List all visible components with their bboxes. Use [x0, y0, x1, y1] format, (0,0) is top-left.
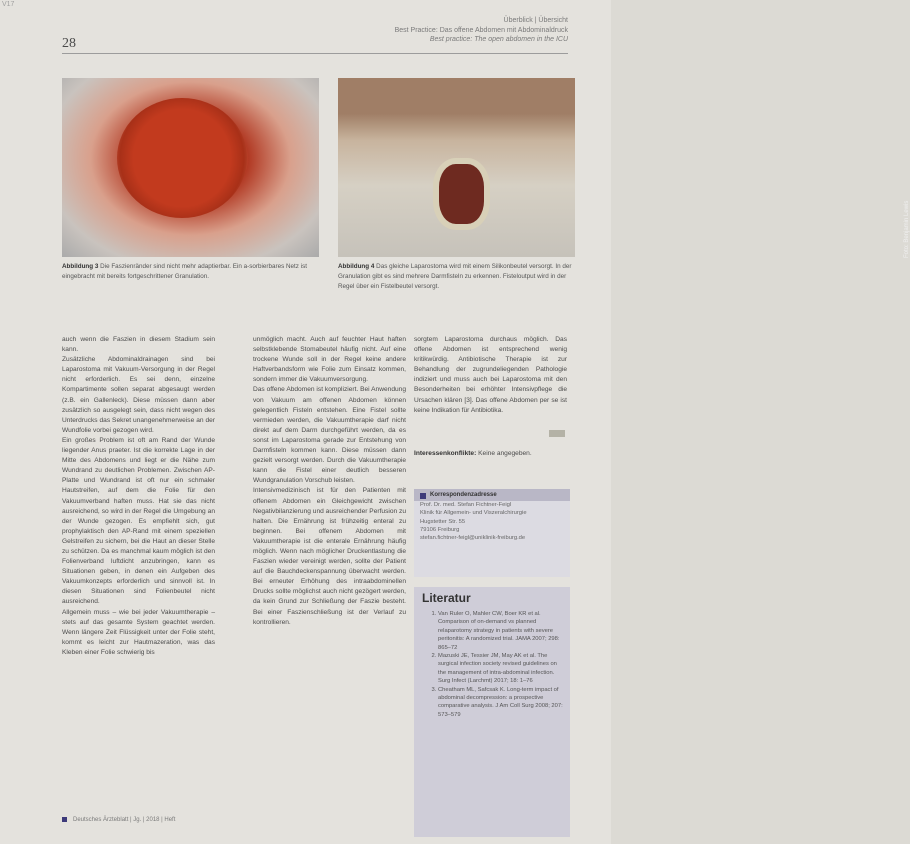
conflict-text: Keine angegeben. — [478, 450, 532, 457]
correspondence-line: Prof. Dr. med. Stefan Fichtner-Feigl — [420, 502, 512, 508]
corner-mark: V17 — [2, 1, 15, 8]
paragraph: Ein großes Problem ist oft am Rand der Wunde liegender Anus praeter. Ist die korrekte Lage in der Mitte des Abdomens und liegt er die Nähe zum Wundrand zu deutlichen Problemen. Zwischen AP-Platte und Wundrand ist oft nur ein schmaler Hautstreifen, auf dem die Folie für den Vakuumverband haften muss. Hat sie das nicht ausreichend, so wird in der Regel die Umgebung an der Wunde gezogen. Es empfiehlt sich, gut prophylaktisch den AP-Rand mit einem speziellen Gelstreifen zu sichern, bei die Haut an dieser Stelle zu schützen. Da es manchmal kaum möglich ist den Folienverband luftdicht anzubringen, kann es Situationen geben, in denen ein Aufgeben des Vakuumkonzepts erforderlich und sinnvoll ist. In diesen Situationen sind Folienbeutel nicht ausreichend. — [62, 436, 215, 606]
literature-box — [414, 587, 570, 837]
paragraph: Das offene Abdomen ist kompliziert. Bei Anwendung von Vakuum am offenen Abdomen können gelegentlich Fisteln entstehen. Eine Fistel sollte vermieden werden, die Vakuumtherapie darf nicht direkt auf dem Darm durchgeführt werden, da es sonst im Laparostoma gerade zur Entstehung von Darmfisteln kommen kann. Diese müssen dann gezielt versorgt werden. Durch die Vakuumtherapie kann die Fistel einer deutlich besseren Wundgranulation Vorschub leisten. — [253, 386, 406, 485]
body-column-2 — [253, 335, 406, 628]
paragraph: Zusätzliche Abdominaldrainagen sind bei Laparostoma mit Vakuum-Versorgung in der Regel nicht erforderlich. Es sei denn, einzelne Kompartimente sollen separat abgesaugt werden (z.B. ein Gallenleck). Diese müssen dann aber zusätzlich so ausgelegt sein, dass nicht wegen des Unterdrucks das Sekret unangenehmerweise an der Wundfolie vorbei gezogen wird. — [62, 356, 215, 434]
reference-item: 2. Mazuski JE, Tessier JM, May AK et al. The surgical infection society revised guidelines on the management of intra-abdominal infection. Surg Infect (Larchmt) 2017; 18: 1–76 — [438, 652, 564, 686]
correspondence-title: Korrespondenzadresse — [414, 489, 570, 501]
page-footer — [62, 817, 175, 823]
running-head-line-1: Überblick | Übersicht — [503, 17, 568, 24]
end-of-article-mark — [549, 430, 565, 437]
wound-photo-figure-3 — [62, 78, 319, 257]
granulated-wound-area — [117, 98, 247, 218]
page-number: 28 — [62, 36, 76, 51]
paragraph: sorgtem Laparostoma durchaus möglich. Das offene Abdomen ist entsprechend wenig kritikwürdig. Antibiotische Therapie ist zur Behandlung der zugrundeliegenden Pathologie indiziert und muss auch bei Laparostoma mit den Besonderheiten bei erhöhter Intensivpflege die Ursachen klären [3]. Das offene Abdomen per se ist keine Indikation für Antibiotika. — [414, 336, 567, 414]
running-head-line-2: Best Practice: Das offene Abdomen mit Abdominaldruck — [394, 26, 568, 34]
paragraph: Intensivmedizinisch ist für den Patienten mit offenem Abdomen ein Gleichgewicht zwischen Negativbilanzierung und ausreichender Perfusion zu halten. Die Ernährung ist frühzeitig enteral zu beginnen. Bei offenem Abdomen mit Vakuumtherapie ist die enterale Ernährung häufig möglich. Wenn nach möglicher Druckentlastung die Faszien wieder vereinigt werden, sollte der Patient auf die Bauchdeckenspannung überwacht werden. Bei erneuter Erhöhung des intraabdominellen Drucks sollte möglichst auch nicht gezögert werden, da kein Grund zur Schließung der Faszie besteht. Bei einer Faszienschließung ist der Verlauf zu kontrollieren. — [253, 487, 406, 626]
figure-4-caption — [338, 262, 576, 292]
silicone-bag-stoma — [433, 158, 490, 230]
photo-credit: Foto: Benjamin Lewis — [904, 200, 910, 258]
figure-3-text: Die Faszienränder sind nicht mehr adaptierbar. Ein a-sorbierbares Netz ist eingebracht mit bereits fortgeschrittener Granulation. — [62, 263, 307, 280]
literature-title: Literatur — [422, 591, 471, 605]
correspondence-line: Klinik für Allgemein- und Viszeralchirurgie — [420, 510, 527, 517]
correspondence-box — [414, 489, 570, 577]
paragraph: auch wenn die Faszien in diesem Stadium sein kann. — [62, 336, 215, 354]
figure-3-label: Abbildung 3 — [62, 263, 99, 270]
reference-list — [414, 610, 570, 719]
figure-4-label: Abbildung 4 — [338, 263, 375, 270]
reference-item: 3. Cheatham ML, Safcsak K. Long-term impact of abdominal decompression: a prospective comparative analysis. J Am Coll Surg 2008; 207: 573–579 — [438, 686, 564, 720]
body-column-1 — [62, 335, 215, 658]
figure-3-caption — [62, 262, 320, 282]
footer-text: Deutsches Ärzteblatt | Jg. | 2018 | Heft — [73, 817, 176, 824]
conflict-title: Interessenkonflikte: — [414, 450, 477, 457]
figure-4-text: Das gleiche Laparostoma wird mit einem Silikonbeutel versorgt. In der Granulation gibt es sind mehrere Darmfisteln zu erkennen. Fisteloutput wird in der Regel über ein Fistelbeutel versorgt. — [338, 263, 572, 290]
body-column-3 — [414, 335, 567, 416]
paragraph: unmöglich macht. Auch auf feuchter Haut haften selbstklebende Stomabeutel häufig nicht. Auf eine trockene Wunde soll in der Regel keine andere Haftverbandsform wie Folie zum Einsatz kommen, sondern immer die Vakuumversorgung. — [253, 336, 406, 384]
footer-square-icon — [62, 817, 67, 822]
laparostoma-photo-figure-4 — [338, 78, 910, 258]
reference-item: 1. Van Ruler O, Mahler CW, Boer KR et al. Comparison of on-demand vs planned relaparotomy strategy in patients with severe peritonitis: A randomized trial. JAMA 2007; 298: 865–72 — [438, 610, 564, 652]
correspondence-email: stefan.fichtner-feigl@uniklinik-freiburg.de — [420, 535, 526, 542]
running-head — [308, 16, 568, 45]
correspondence-line: Hugstetter Str. 55 — [420, 518, 466, 525]
header-rule — [62, 53, 568, 54]
conflict-of-interest — [414, 449, 566, 459]
paragraph: Allgemein muss – wie bei jeder Vakuumtherapie – stets auf das gesamte System geachtet werden. Wenn längere Zeit Flüssigkeit unter der Folie steht, kommt es leicht zur Hautmazeration, was das Kleben einer Folie schwierig bis — [62, 608, 215, 656]
correspondence-line: 79106 Freiburg — [420, 526, 460, 533]
running-head-line-3: Best practice: The open abdomen in the ICU — [429, 36, 568, 43]
